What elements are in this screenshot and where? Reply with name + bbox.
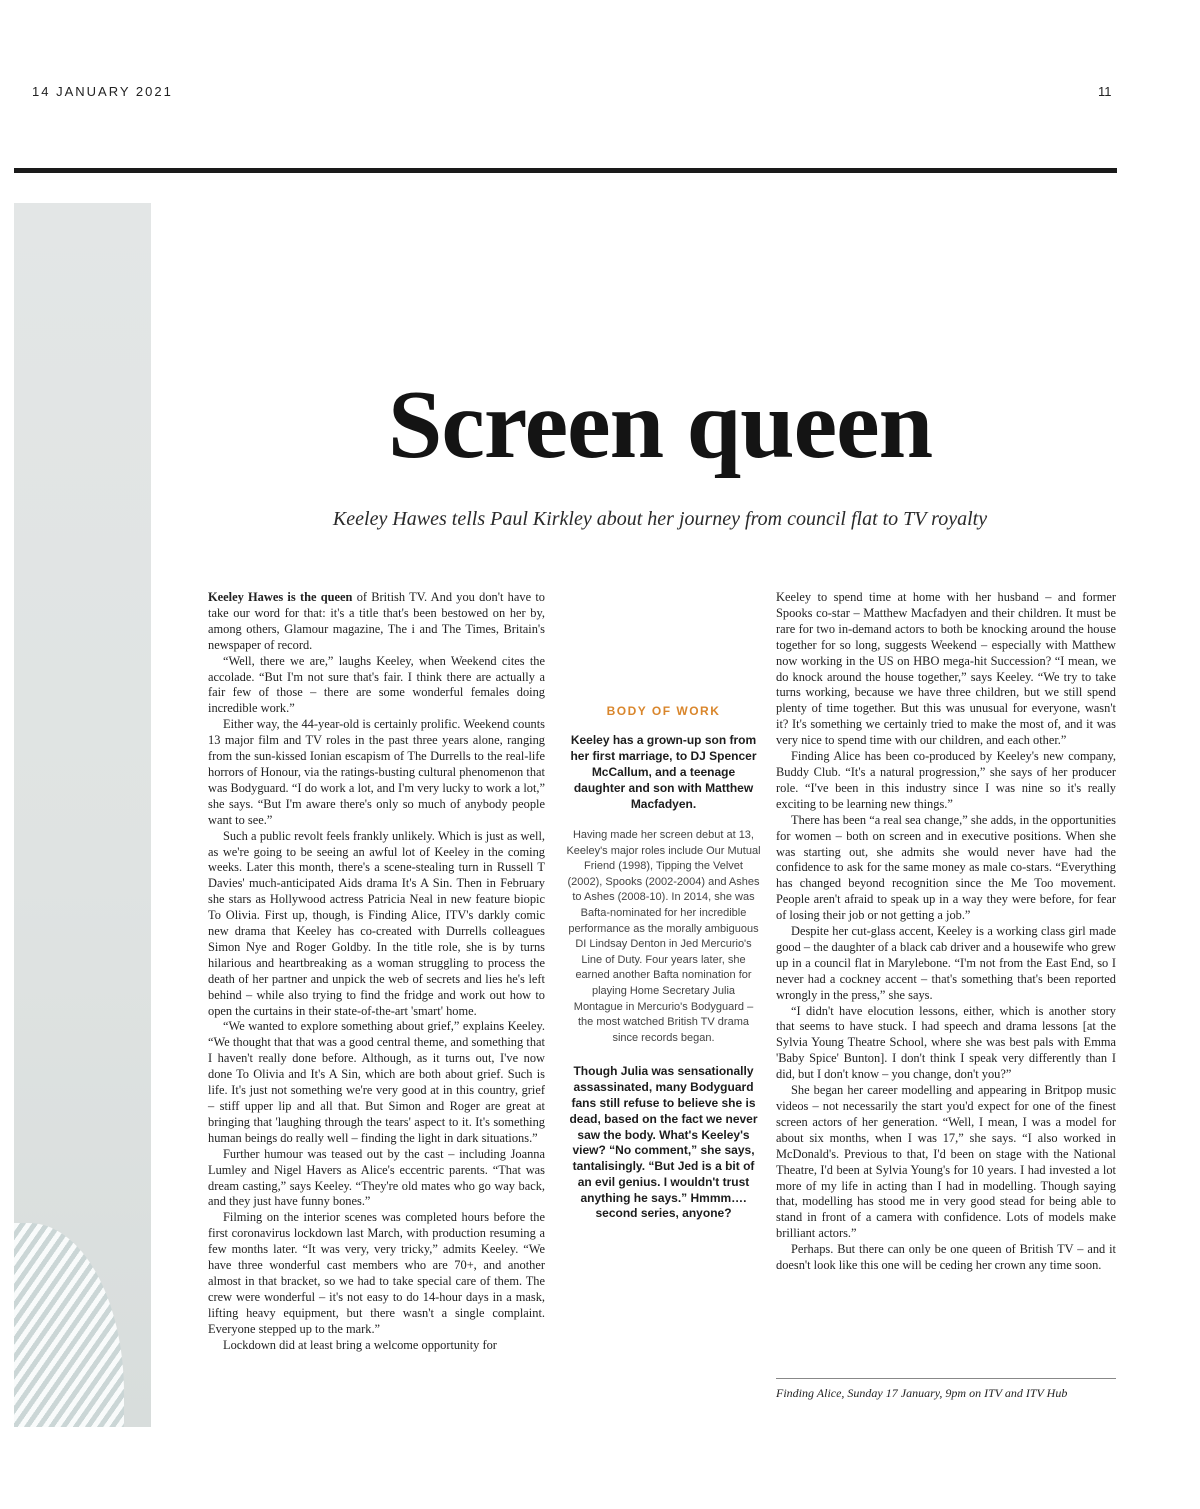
sidebar-closer: Though Julia was sensationally assassinated, many Bodyguard fans still refuse to believe she is dead, based on the fact we never saw the body. What's Keeley's view? “No comment,” she says, tantalisingly. “But Jed is a bit of an evil genius. I wouldn't trust anything he says.” Hmmm…. second series, anyone? [569,1064,758,1221]
sidebar-kicker: BODY OF WORK [606,704,721,718]
article-paragraph: “Well, there we are,” laughs Keeley, when Weekend cites the accolade. “But I'm not sure that's fair. I think there are actually a fair few of those – there are some wonderful females doing incredible work.” [208,653,545,716]
sidebar-intro: Keeley has a grown-up son from her first marriage, to DJ Spencer McCallum, and a teenage daughter and son with Matthew Macfadyen. [570,733,757,811]
article-paragraph: Despite her cut-glass accent, Keeley is a working class girl made good – the daughter of a black cab driver and a housewife who grew up in a council flat in Marylebone. “I'm not from the East End, so I never had a cockney accent – that's something that's been reported wrongly in the press,” she says. [776,924,1116,1002]
sidebar-body: Having made her screen debut at 13, Keeley's major roles include Our Mutual Friend (1998), Tipping the Velvet (2002), Spooks (2002-2004) and Ashes to Ashes (2008-10). In 2014, she was Bafta-nominated for her incredible performance as the morally ambiguous DI Lindsay Denton in Jed Mercurio's Line of Duty. Four years later, she earned another Bafta nomination for playing Home Secretary Julia Montague in Mercurio's Bodyguard – the most watched British TV drama since records began. [566,829,761,1044]
footer-rule [776,1378,1116,1379]
lede-text: Keeley Hawes is the queen [208,590,353,604]
paragraph-text: of British TV. And you don't have to take our word for that: it's a title that's been bestowed on her by, among others, Glamour magazine, The i and The Times, Britain's newspaper of record. [208,590,545,652]
article-paragraph: Perhaps. But there can only be one queen of British TV – and it doesn't look like this one will be ceding her crown any time soon. [776,1242,1116,1273]
transmission-info: Finding Alice, Sunday 17 January, 9pm on ITV and ITV Hub [776,1386,1068,1400]
article-paragraph: “We wanted to explore something about grief,” explains Keeley. “We thought that that was a good central theme, and something that I haven't really done before. Although, as it turns out, I've now done To Olivia and It's A Sin, which are both about grief. Such is life. It's just not something we're very good at in this country, grief – stiff upper lip and all that. But Simon and Roger are great at bringing that 'laughing through the tears' aspect to it. It's something human beings do really well – finding the light in dark situations.” [208,1019,545,1145]
article-paragraph: Filming on the interior scenes was completed hours before the first coronavirus lockdown last March, with production resuming a few months later. “It was very, very tricky,” admits Keeley. “We have three wonderful cast members who are 70+, and another almost in that bracket, so we had to take special care of them. The crew were wonderful – it's not easy to do 14-hour days in a mask, lifting heavy equipment, but there wasn't a single complaint. Everyone stepped up to the mark.” [208,1210,545,1336]
article-paragraph: Keeley to spend time at home with her husband – and former Spooks co-star – Matthew Macfadyen and their children. It must be rare for two in-demand actors to both be knocking around the house together for so long, suggests Weekend – especially with Matthew now working in the US on HBO mega-hit Succession? “I mean, we do knock around the house together,” says Keeley. “We try to take turns working, because we have three children, but we still spend plenty of time together. But this was unusual for everyone, wasn't it? It's something we certainly tried to make the most of, and it was very nice to spend time with our children, and each other.” [776,590,1116,748]
article-paragraph: She began her career modelling and appearing in Britpop music videos – not necessarily the start you'd expect for one of the finest screen actors of her generation. “Well, I mean, I was a model for about six months, when I was 17,” she says. “I also worked in McDonald's. Previous to that, I'd been on stage with the National Theatre, I'd been at Sylvia Young's for 10 years. I had invested a lot more of my life in acting than I had in modelling. Though saying that, modelling has stood me in very good stead for being able to stand in front of a camera with confidence. Lots of models make brilliant actors.” [776,1083,1116,1241]
article-paragraph: There has been “a real sea change,” she adds, in the opportunities for women – both on screen and in executive positions. When she was starting out, she admits she would never have had the confidence to ask for the same money as male co-stars. “Everything has changed beyond recognition since the Me Too movement. People aren't afraid to speak up in a way they were before, for fear of losing their job or not getting a job.” [776,812,1116,923]
article-paragraph: Lockdown did at least bring a welcome opportunity for [223,1337,497,1352]
body-of-work-sidebar [566,704,761,1222]
article-paragraph: Such a public revolt feels frankly unlikely. Which is just as well, as we're going to be seeing an awful lot of Keeley in the coming weeks. Later this month, there's a scene-stealing turn in Russell T Davies' much-anticipated Aids drama It's A Sin. Then in February she stars as Hollywood actress Patricia Neal in new feature biopic To Olivia. First up, though, is Finding Alice, ITV's darkly comic new drama that Keeley has co-created with Durrells colleagues Simon Nye and Roger Goldby. In the title role, she is by turns hilarious and heartbreaking as a woman struggling to process the death of her partner and unpick the web of secrets and lies he's left behind – while also trying to find the fridge and work out how to open the curtains in their state-of-the-art 'smart' home. [208,828,545,1018]
article-column-3 [776,590,1116,1274]
article-paragraph: Further humour was teased out by the cast – including Joanna Lumley and Nigel Havers as Alice's eccentric parents. “That was dream casting,” says Keeley. “They're old mates who go way back, and they just have funny bones.” [208,1146,545,1209]
article-paragraph: Finding Alice has been co-produced by Keeley's new company, Buddy Club. “It's a natural progression,” she says of her producer role. “I've been in this industry since I was nine so it's really exciting to be learning new things.” [776,749,1116,811]
article-paragraph [208,590,545,654]
page-number: 11 [1098,84,1112,99]
issue-date: 14 JANUARY 2021 [32,84,173,99]
knitwear-photo [14,203,151,1427]
article-standfirst: Keeley Hawes tells Paul Kirkley about her journey from council flat to TV royalty [332,508,988,530]
article-title: Screen queen [387,371,933,479]
article-paragraph: “I didn't have elocution lessons, either, which is another story that seems to have stuck. I had speech and drama lessons [at the Sylvia Young Theatre School, where she was best pals with Emma 'Baby Spice' Bunton]. I don't think I speak very differently than I did, but I don't know – you change, don't you?” [776,1003,1116,1082]
knitted-sleeve-graphic [14,1223,124,1427]
header-rule [14,168,1117,173]
article-paragraph: Either way, the 44-year-old is certainly prolific. Weekend counts 13 major film and TV roles in the past three years alone, ranging from the sun-kissed Ionian escapism of The Durrells to the real-life horrors of Honour, via the ratings-busting cultural phenomenon that was Bodyguard. “I do work a lot, and I'm very lucky to work a lot,” she says. “But I'm aware there's only so much of anybody people want to see.” [208,717,545,827]
article-column-1 [208,590,545,1354]
